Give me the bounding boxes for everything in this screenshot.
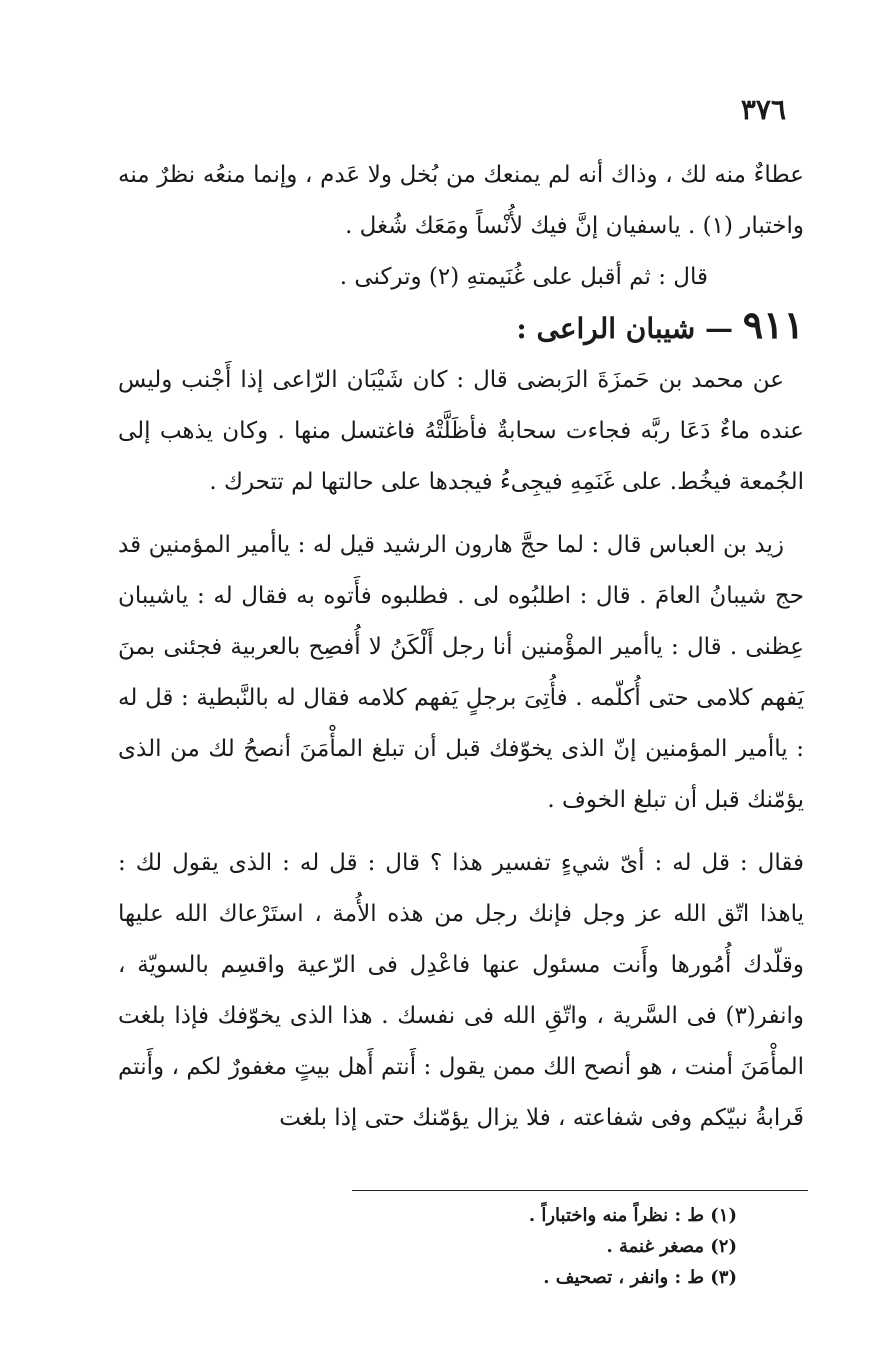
footnote-2: (٢) مصغر غنمة . — [606, 1236, 737, 1257]
footnote-1: (١) ط : نظراً منه واختباراً . — [528, 1205, 737, 1226]
paragraph-ghunaymah: قال : ثم أقبل على غُنَيمتهِ (٢) وتركنى . — [339, 264, 708, 290]
paragraph-zayd: زيد بن العباس قال : لما حجَّ هارون الرشيد قيل له : ياأمير المؤمنين قد حج شيبانُ العامَ . قال : اطلبُوه لى . فطلبوه فأَتوه به فقال له : ياشيبان عِظنى . قال : ياأمير المؤْمنين أنا رجل أَلْكَنُ لا أُفصِح بالعربية فجئنى بمنَ يَفهم كلامى حتى أُكلّمه . فأُتِىَ برجلٍ يَفهم كلامه فقال له بالنَّبطية : قل له : ياأمير المؤمنين إنّ الذى يخوّفك قبل أن تبلغ المأْمَنَ أنصحُ لك من الذى يؤمّنك قبل أن تبلغ الخوف . — [118, 532, 804, 813]
footnote-divider — [352, 1190, 808, 1191]
main-text — [118, 150, 804, 1156]
paragraph-continuation: عطاءٌ منه لك ، وذاك أنه لم يمنعك من بُخل ولا عَدم ، وإنما منعُه نظرٌ منه واختبار (١) . ياسفيان إنَّ فيك لأُنْساً ومَعَك شُغل . — [118, 162, 804, 239]
section-separator: — — [705, 312, 734, 345]
section-title: شيبان الراعى : — [516, 312, 696, 345]
footnotes — [352, 1200, 737, 1293]
footnote-3: (٣) ط : وانفر ، تصحيف . — [543, 1267, 737, 1288]
page-number: ٣٧٦ — [740, 93, 786, 126]
paragraph-tafsir: فقال : قل له : أىّ شيءٍ تفسير هذا ؟ قال : قل له : الذى يقول لك : ياهذا اتّق الله عز وجل فإنك رجل من هذه الأُمة ، استَرْعاك الله عليها وقلّدك أُمُورها وأَنت مسئول عنها فاعْدِل فى الرّعية واقسِم بالسويّة ، وانفر(٣) فى السَّرية ، واتّقِ الله فى نفسك . هذا الذى يخوّفك فإذا بلغت المأْمَنَ أمنت ، هو أنصح الك ممن يقول : أَنتم أَهل بيتٍ مغفورٌ لكم ، وأَنتم قَرابةُ نبيّكم وفى شفاعته ، فلا يزال يؤمّنك حتى إذا بلغت — [118, 850, 804, 1131]
section-number: ٩١١ — [742, 302, 804, 347]
section-heading — [118, 302, 804, 349]
paragraph-hamzah: عن محمد بن حَمزَةَ الرَبضى قال : كان شَيْبَان الرّاعى إذا أَجْنب وليس عنده ماءٌ دَعَا ربَّه فجاءت سحابةٌ فأظَلَّتْهُ فاغتسل منها . وكان يذهب إلى الجُمعة فيخُط. على غَنَمِهِ فيجِىءُ فيجدها على حالتها لم تتحرك . — [118, 367, 804, 495]
